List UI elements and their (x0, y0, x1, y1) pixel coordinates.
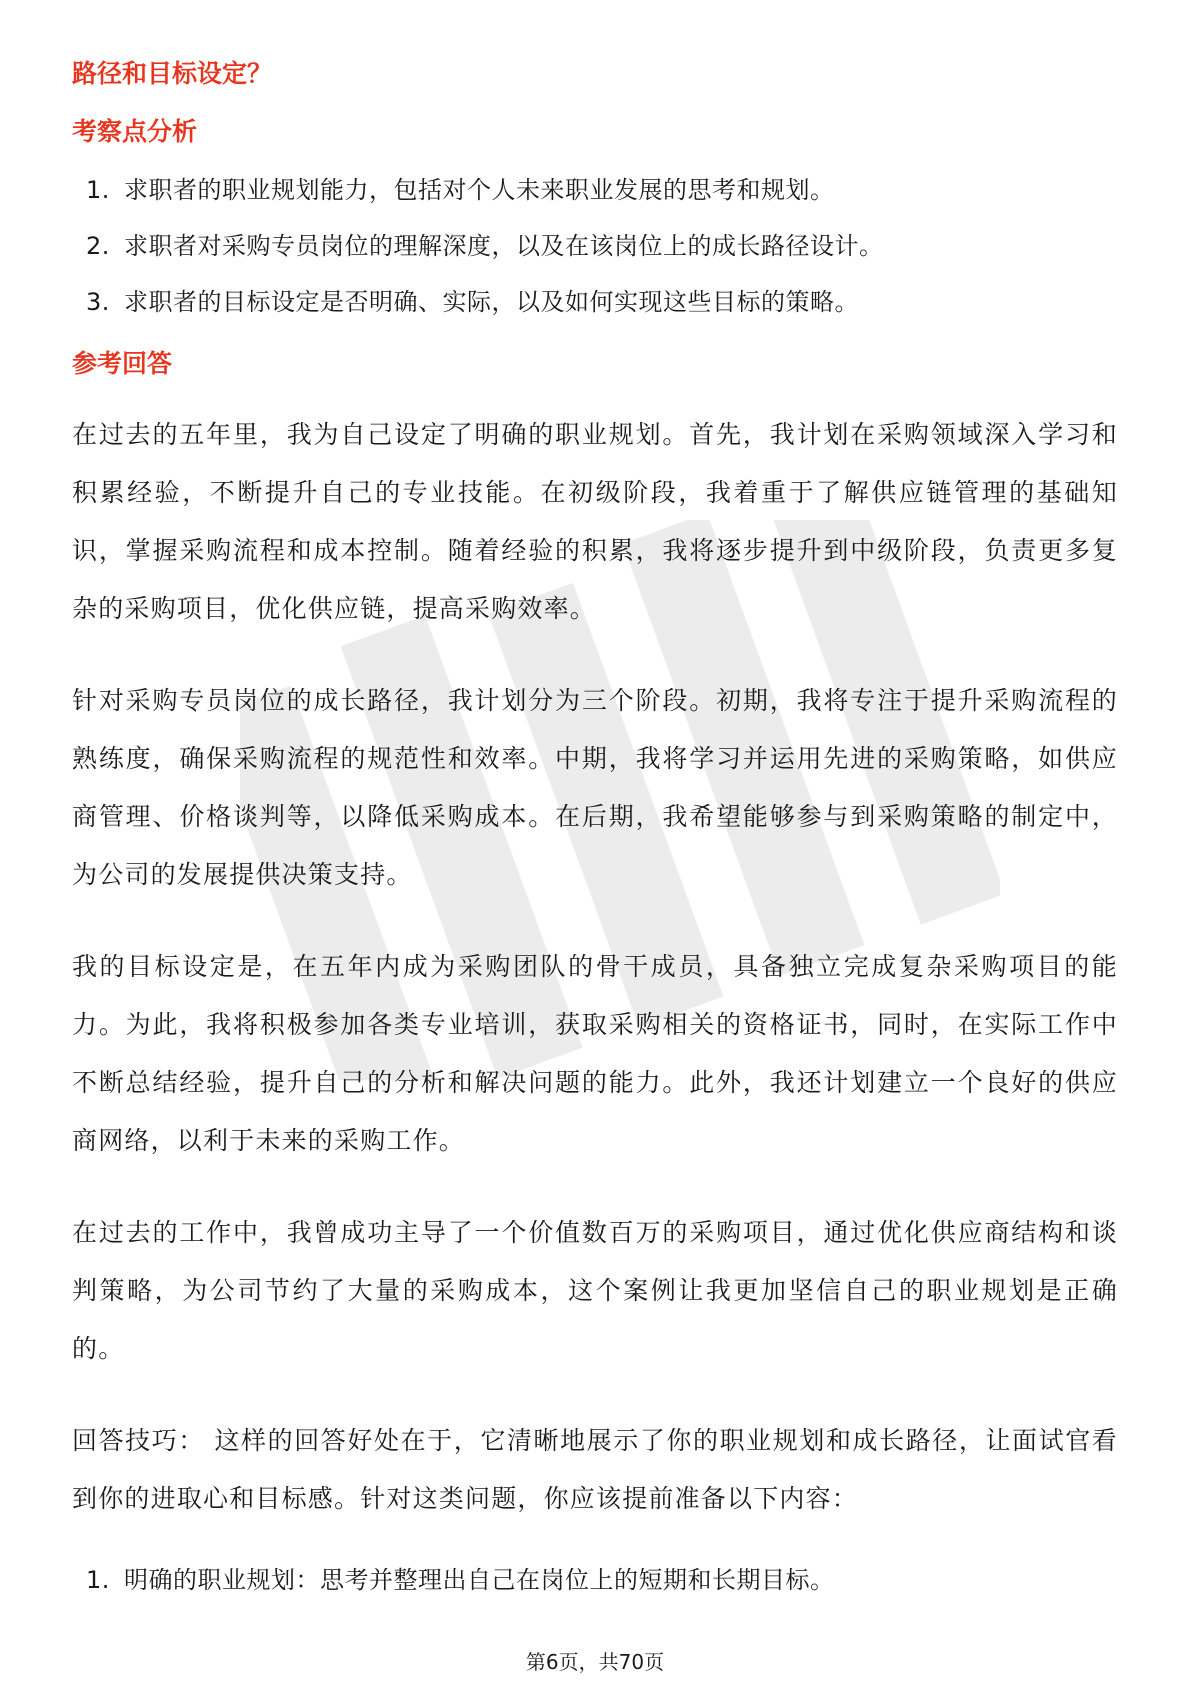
page-footer: 第6页，共70页 (525, 1650, 665, 1674)
list-item (72, 228, 1118, 264)
list-item (72, 172, 1118, 208)
answer-paragraph: 在过去的五年里，我为自己设定了明确的职业规划。首先，我计划在采购领域深入学习和积累经验，不断提升自己的专业技能。在初级阶段，我着重于了解供应链管理的基础知识，掌握采购流程和成本控制。随着经验的积累，我将逐步提升到中级阶段，负责更多复杂的采购项目，优化供应链，提高采购效率。 (72, 420, 1118, 623)
answer-paragraph: 在过去的工作中，我曾成功主导了一个价值数百万的采购项目，通过优化供应商结构和谈判策略，为公司节约了大量的采购成本，这个案例让我更加坚信自己的职业规划是正确的。 (72, 1218, 1118, 1363)
list-item (72, 1562, 1118, 1598)
analysis-heading: 考察点分析 (72, 117, 198, 146)
list-item-text: 求职者的目标设定是否明确、实际，以及如何实现这些目标的策略。 (124, 288, 859, 316)
answer-paragraph: 我的目标设定是，在五年内成为采购团队的骨干成员，具备独立完成复杂采购项目的能力。为此，我将积极参加各类专业培训，获取采购相关的资格证书，同时，在实际工作中不断总结经验，提升自己的分析和解决问题的能力。此外，我还计划建立一个良好的供应商网络，以利于未来的采购工作。 (72, 952, 1118, 1155)
list-number: 3. (86, 288, 110, 316)
list-item-text: 求职者对采购专员岗位的理解深度，以及在该岗位上的成长路径设计。 (124, 232, 884, 260)
list-number: 2. (86, 232, 110, 260)
analysis-list (72, 172, 1118, 320)
list-item-text: 求职者的职业规划能力，包括对个人未来职业发展的思考和规划。 (124, 176, 835, 204)
answer-paragraph: 针对采购专员岗位的成长路径，我计划分为三个阶段。初期，我将专注于提升采购流程的熟练度，确保采购流程的规范性和效率。中期，我将学习并运用先进的采购策略，如供应商管理、价格谈判等，以降低采购成本。在后期，我希望能够参与到采购策略的制定中，为公司的发展提供决策支持。 (72, 686, 1118, 889)
list-number: 1. (86, 176, 110, 204)
answer-heading: 参考回答 (72, 349, 173, 378)
document-content (72, 56, 1118, 1618)
answer-tips: 回答技巧： 这样的回答好处在于，它清晰地展示了你的职业规划和成长路径，让面试官看到你的进取心和目标感。针对这类问题，你应该提前准备以下内容： (72, 1426, 1118, 1513)
list-item-text: 明确的职业规划：思考并整理出自己在岗位上的短期和长期目标。 (124, 1566, 835, 1594)
tips-list (72, 1562, 1118, 1598)
list-item (72, 284, 1118, 320)
list-number: 1. (86, 1566, 110, 1594)
question-title: 路径和目标设定？ (72, 59, 273, 88)
